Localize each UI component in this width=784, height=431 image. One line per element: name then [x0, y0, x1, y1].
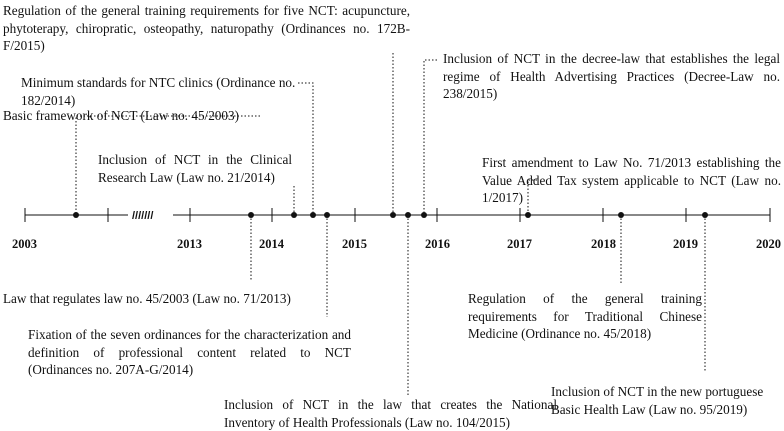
year-label-2019: 2019	[673, 237, 698, 251]
event-dot-seven-ordinances	[324, 212, 330, 218]
event-text-advertising: Inclusion of NCT in the decree-law that establishes the legal regime of Health Advertising Practices (Decree-Law no. 238/2015)	[443, 51, 780, 101]
year-label-2014: 2014	[259, 237, 284, 251]
year-label-2016: 2016	[425, 237, 450, 251]
event-text-vat-amendment: First amendment to Law No. 71/2013 establishing the Value Added Tax system applicable to NCT (Law no. 1/2017)	[482, 155, 781, 205]
event-dot-training-five-nct	[390, 212, 396, 218]
event-text-basic-health-law: Inclusion of NCT in the new portuguese Basic Health Law (Law no. 95/2019)	[551, 384, 764, 417]
event-text-seven-ordinances: Fixation of the seven ordinances for the characterization and definition of professional content related to NCT (Ordinances no. 207A-G/2014)	[28, 327, 351, 377]
event-dot-national-inventory	[405, 212, 411, 218]
event-dot-clinical-research	[291, 212, 297, 218]
year-label-2003: 2003	[12, 237, 37, 251]
event-text-clinical-research: Inclusion of NCT in the Clinical Research Law (Law no. 21/2014)	[98, 152, 292, 185]
event-text-basic-framework: Basic framework of NCT (Law no. 45/2003)	[3, 108, 239, 123]
event-dot-law-71-2013	[248, 212, 254, 218]
year-label-2020: 2020	[756, 237, 781, 251]
year-label-2017: 2017	[507, 237, 532, 251]
event-text-national-inventory: Inclusion of NCT in the law that creates the National Inventory of Health Professionals (Law no. 104/2015)	[224, 397, 557, 430]
event-dot-basic-health-law	[702, 212, 708, 218]
event-dot-vat-amendment	[525, 212, 531, 218]
event-dot-advertising	[421, 212, 427, 218]
year-label-2013: 2013	[177, 237, 202, 251]
year-label-2015: 2015	[342, 237, 367, 251]
event-dot-min-standards	[310, 212, 316, 218]
axis-break-marker: ///////	[132, 210, 154, 222]
year-label-2018: 2018	[591, 237, 616, 251]
event-dot-basic-framework	[73, 212, 79, 218]
event-text-tcm-training: Regulation of the general training requirements for Traditional Chinese Medicine (Ordinance no. 45/2018)	[468, 291, 702, 341]
event-dot-tcm-training	[618, 212, 624, 218]
event-text-law-71-2013: Law that regulates law no. 45/2003 (Law no. 71/2013)	[3, 291, 291, 306]
event-text-training-five-nct: Regulation of the general training requirements for five NCT: acupuncture, phytoterapy, chiropratic, osteopathy, naturopathy (Ordinances no. 172B-F/2015)	[3, 3, 410, 53]
event-text-min-standards: Minimum standards for NTC clinics (Ordinance no. 182/2014)	[21, 75, 296, 108]
connector-advertising	[424, 60, 437, 215]
